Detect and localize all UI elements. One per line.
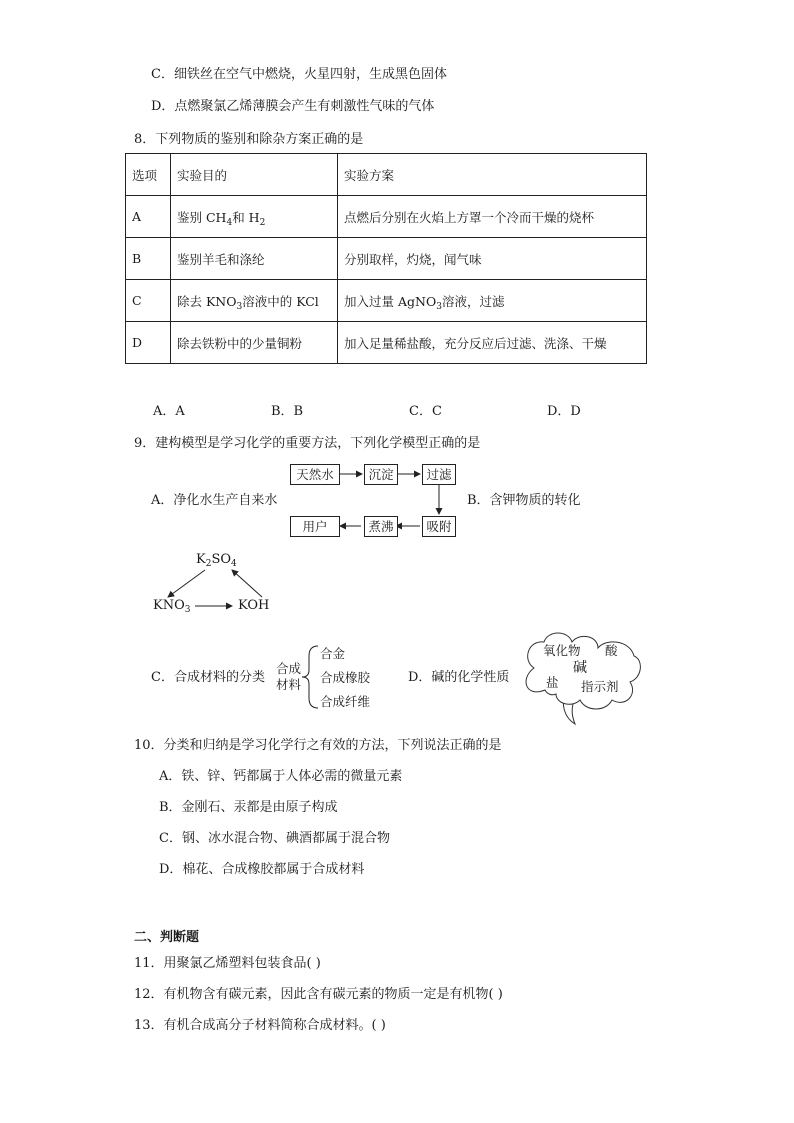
c-item-fiber: 合成纤维 (320, 694, 371, 709)
clover-acid: 酸 (605, 643, 618, 658)
q10-stem: 10．分类和归纳是学习化学行之有效的方法，下列说法正确的是 (134, 738, 502, 753)
c-root-line1: 合成 (276, 661, 302, 676)
q9-option-b: B．含钾物质的转化 (467, 493, 581, 508)
row-purpose: 鉴别羊毛和涤纶 (171, 238, 338, 280)
row-key: A (126, 196, 171, 238)
row-plan: 加入足量稀盐酸，充分反应后过滤、洗涤、干燥 (338, 322, 647, 364)
formula-kno3: $KNO_3$ (153, 598, 191, 615)
formula-k2so4: $K_2SO_4$ (196, 552, 237, 569)
conversion-arrow (168, 570, 205, 597)
row-plan: 加入过量 AgNO$_3$溶液，过滤 (338, 280, 647, 322)
c-root-line2: 材料 (276, 677, 302, 692)
judgment-item-13: 13．有机合成高分子材料简称合成材料。( ) (134, 1018, 386, 1033)
header-purpose: 实验目的 (171, 154, 338, 196)
q10-option-c: C．钢、冰水混合物、碘酒都属于混合物 (159, 831, 390, 846)
clover-base: 碱 (573, 660, 587, 676)
section-title: 二、判断题 (134, 930, 200, 945)
judgment-item-12: 12．有机物含有碳元素，因此含有碳元素的物质一定是有机物( ) (134, 987, 503, 1002)
clover-oxide: 氧化物 (543, 643, 581, 658)
row-purpose: 除去铁粉中的少量铜粉 (171, 322, 338, 364)
c-item-rubber: 合成橡胶 (320, 670, 371, 685)
flow-box-adsorption: 吸附 (422, 516, 456, 537)
row-plan: 分别取样，灼烧，闻气味 (338, 238, 647, 280)
row-key: D (126, 322, 171, 364)
flow-box-filtration: 过滤 (422, 464, 456, 485)
row-purpose: 除去 $KNO_3$溶液中的 KCl (171, 280, 338, 322)
q9-option-c: C．合成材料的分类 (151, 670, 265, 685)
judgment-item-11: 11．用聚氯乙烯塑料包装食品( ) (134, 956, 321, 971)
clover-indicator: 指示剂 (581, 679, 619, 694)
q7-option-c: C．细铁丝在空气中燃烧，火星四射，生成黑色固体 (151, 67, 447, 82)
q8-choice-c: C．C (409, 404, 442, 419)
row-key: C (126, 280, 171, 322)
clover-salt: 盐 (546, 675, 559, 690)
header-option: 选项 (126, 154, 171, 196)
conversion-arrow (232, 570, 262, 597)
row-plan: 点燃后分别在火焰上方罩一个冷而干燥的烧杯 (338, 196, 647, 238)
header-plan: 实验方案 (338, 154, 647, 196)
q8-choice-a: A．A (153, 404, 185, 419)
q8-choice-d: D．D (547, 404, 581, 419)
q10-option-b: B．金刚石、汞都是由原子构成 (159, 800, 338, 815)
q10-option-a: A．铁、锌、钙都属于人体必需的微量元素 (159, 769, 403, 784)
flow-box-boiling: 煮沸 (364, 516, 398, 537)
flow-box-natural-water: 天然水 (290, 464, 340, 485)
q9-option-a: A．净化水生产自来水 (151, 493, 278, 508)
q10-option-d: D．棉花、合成橡胶都属于合成材料 (159, 862, 365, 877)
c-item-alloy: 合金 (320, 646, 346, 661)
row-purpose: 鉴别 $CH_4$和 $H_2$ (171, 196, 338, 238)
flow-box-users: 用户 (290, 516, 340, 537)
q8-choice-b: B．B (271, 404, 304, 419)
q9-stem: 9．建构模型是学习化学的重要方法，下列化学模型正确的是 (134, 436, 481, 451)
q7-option-d: D．点燃聚氯乙烯薄膜会产生有刺激性气味的气体 (151, 99, 435, 114)
brace-icon (302, 646, 318, 708)
q8-stem: 8．下列物质的鉴别和除杂方案正确的是 (134, 132, 364, 147)
formula-koh: KOH (238, 598, 270, 613)
q9-option-d: D．碱的化学性质 (408, 670, 510, 685)
flow-box-sedimentation: 沉淀 (364, 464, 398, 485)
row-key: B (126, 238, 171, 280)
